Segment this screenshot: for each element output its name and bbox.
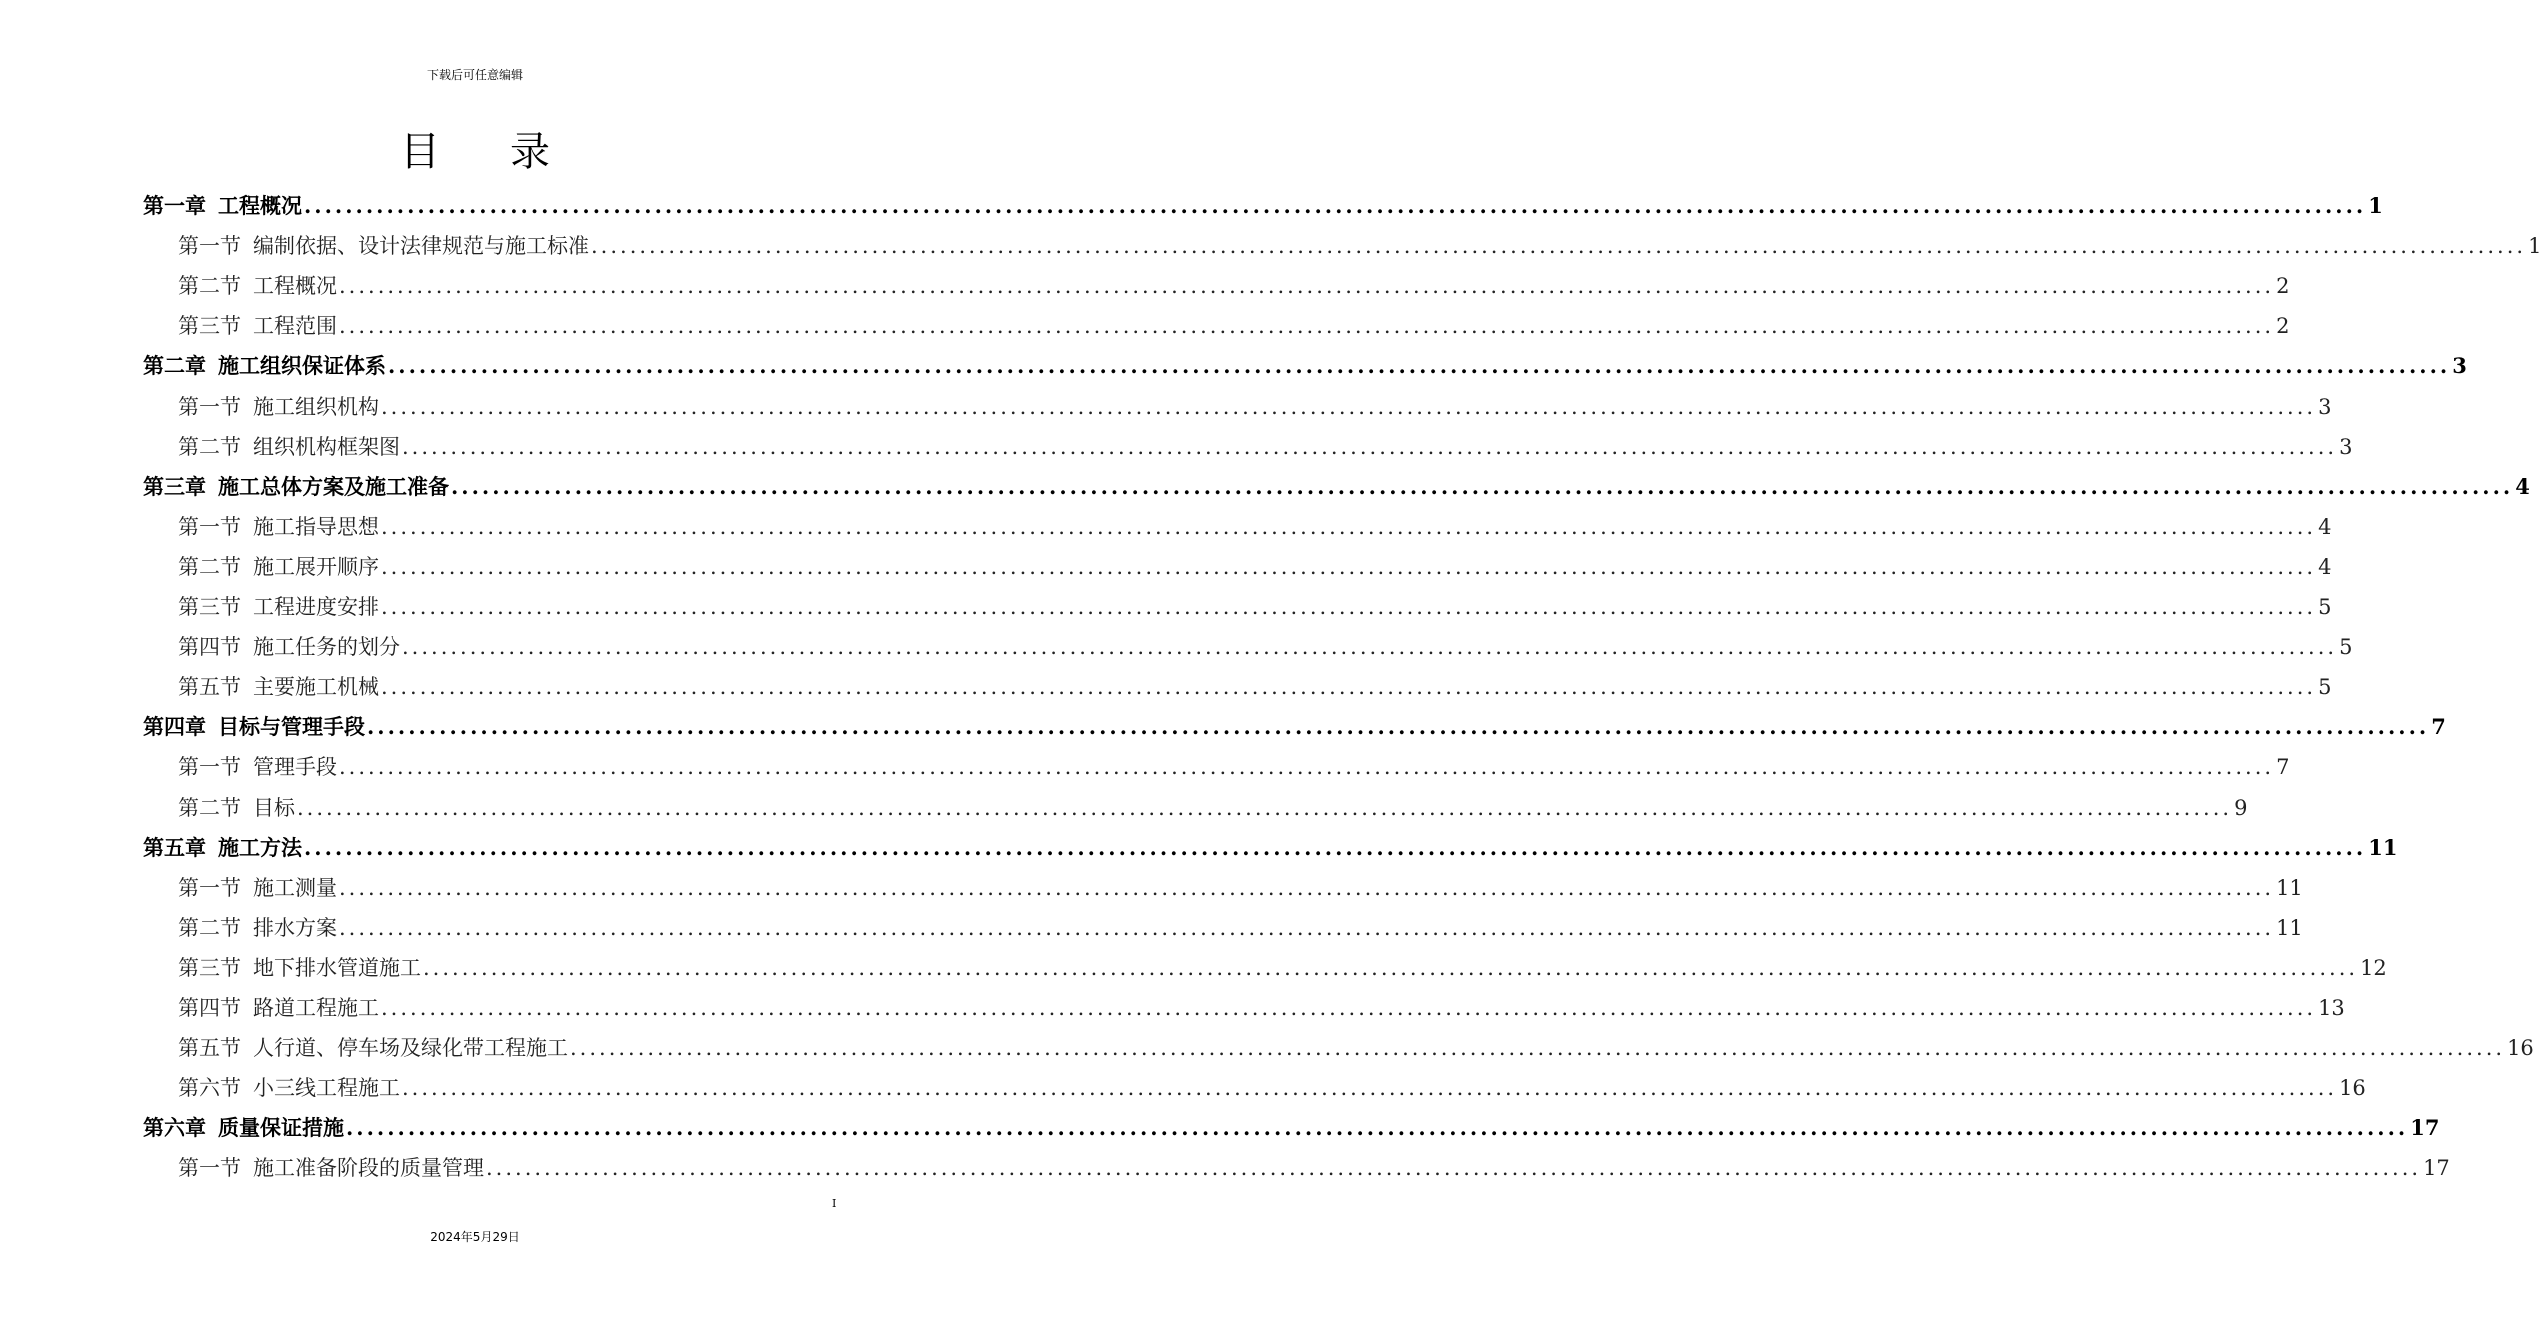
entry-number: 第五节 — [178, 675, 241, 699]
entry-number: 第一章 — [143, 194, 206, 218]
entry-page-number: 2 — [2276, 314, 2290, 338]
entry-number: 第四章 — [143, 715, 206, 739]
entry-page-number: 17 — [2410, 1115, 2440, 1140]
dot-leader: ........................................................................................................................................................................................................ — [402, 435, 2338, 459]
entry-title: 工程范围 — [253, 314, 337, 338]
entry-number: 第六节 — [178, 1076, 241, 1100]
dot-leader: ........................................................................................................................................................................................................ — [402, 635, 2338, 659]
entry-number: 第二节 — [178, 555, 241, 579]
entry-number: 第一节 — [178, 515, 241, 539]
entry-title: 施工总体方案及施工准备 — [218, 475, 449, 499]
toc-section-entry[interactable] — [178, 952, 2387, 986]
toc-title: 目录 — [400, 129, 620, 175]
entry-number: 第四节 — [178, 996, 241, 1020]
toc-section-entry[interactable] — [178, 431, 2353, 465]
entry-number: 第二节 — [178, 435, 241, 459]
entry-page-number: 4 — [2318, 515, 2332, 539]
dot-leader: ........................................................................................................................................................................................................ — [381, 675, 2317, 699]
entry-title: 施工展开顺序 — [253, 555, 379, 579]
entry-number: 第二节 — [178, 796, 241, 820]
dot-leader: ........................................................................................................................................................................................................ — [297, 796, 2233, 820]
entry-title: 小三线工程施工 — [253, 1076, 400, 1100]
toc-chapter-entry[interactable] — [143, 1112, 2440, 1146]
dot-leader: ........................................................................................................................................................................................................ — [381, 515, 2317, 539]
toc-section-entry[interactable] — [178, 992, 2345, 1026]
entry-number: 第一节 — [178, 234, 241, 258]
entry-title: 施工方法 — [218, 836, 302, 860]
entry-title: 施工测量 — [253, 876, 337, 900]
entry-number: 第二节 — [178, 274, 241, 298]
entry-title: 施工组织保证体系 — [218, 354, 386, 378]
dot-leader: ........................................................................................................................................................................................................ — [304, 835, 2367, 860]
toc-chapter-entry[interactable] — [143, 350, 2467, 384]
dot-leader: ........................................................................................................................................................................................................ — [339, 876, 2275, 900]
dot-leader: ........................................................................................................................................................................................................ — [381, 595, 2317, 619]
dot-leader: ........................................................................................................................................................................................................ — [381, 395, 2317, 419]
dot-leader: ........................................................................................................................................................................................................ — [367, 714, 2430, 739]
entry-page-number: 1 — [2368, 193, 2383, 218]
entry-number: 第五章 — [143, 836, 206, 860]
entry-title: 地下排水管道施工 — [253, 956, 421, 980]
entry-page-number: 7 — [2276, 755, 2290, 779]
entry-number: 第二节 — [178, 916, 241, 940]
entry-page-number: 2 — [2276, 274, 2290, 298]
dot-leader: ........................................................................................................................................................................................................ — [304, 193, 2367, 218]
toc-section-entry[interactable] — [178, 270, 2290, 304]
entry-page-number: 11 — [2276, 876, 2303, 900]
toc-section-entry[interactable] — [178, 631, 2353, 665]
toc-section-entry[interactable] — [178, 310, 2290, 344]
entry-page-number: 7 — [2431, 714, 2446, 739]
toc-section-entry[interactable] — [178, 671, 2332, 705]
entry-title: 工程进度安排 — [253, 595, 379, 619]
toc-chapter-entry[interactable] — [143, 471, 2530, 505]
entry-page-number: 12 — [2360, 956, 2387, 980]
dot-leader: ........................................................................................................................................................................................................ — [381, 996, 2317, 1020]
toc-section-entry[interactable] — [178, 1032, 2534, 1066]
dot-leader: ........................................................................................................................................................................................................ — [339, 916, 2275, 940]
entry-page-number: 3 — [2339, 435, 2353, 459]
toc-section-entry[interactable] — [178, 511, 2332, 545]
entry-page-number: 16 — [2339, 1076, 2366, 1100]
entry-page-number: 4 — [2515, 474, 2530, 499]
dot-leader: ........................................................................................................................................................................................................ — [486, 1156, 2422, 1180]
toc-section-entry[interactable] — [178, 872, 2303, 906]
page-number: I — [832, 1197, 837, 1210]
toc-chapter-entry[interactable] — [143, 832, 2398, 866]
entry-number: 第二章 — [143, 354, 206, 378]
entry-page-number: 16 — [2507, 1036, 2534, 1060]
dot-leader: ........................................................................................................................................................................................................ — [381, 555, 2317, 579]
entry-page-number: 11 — [2276, 916, 2303, 940]
entry-page-number: 5 — [2318, 675, 2332, 699]
entry-number: 第四节 — [178, 635, 241, 659]
entry-title: 编制依据、设计法律规范与施工标准 — [253, 234, 589, 258]
toc-chapter-entry[interactable] — [143, 190, 2383, 224]
entry-title: 施工任务的划分 — [253, 635, 400, 659]
entry-title: 施工组织机构 — [253, 395, 379, 419]
entry-number: 第一节 — [178, 1156, 241, 1180]
toc-section-entry[interactable] — [178, 751, 2290, 785]
toc-section-entry[interactable] — [178, 391, 2332, 425]
entry-number: 第一节 — [178, 876, 241, 900]
dot-leader: ........................................................................................................................................................................................................ — [451, 474, 2514, 499]
entry-title: 施工指导思想 — [253, 515, 379, 539]
entry-number: 第五节 — [178, 1036, 241, 1060]
entry-title: 管理手段 — [253, 755, 337, 779]
entry-number: 第三节 — [178, 595, 241, 619]
dot-leader: ........................................................................................................................................................................................................ — [346, 1115, 2409, 1140]
dot-leader: ........................................................................................................................................................................................................ — [402, 1076, 2338, 1100]
entry-page-number: 17 — [2423, 1156, 2450, 1180]
entry-page-number: 4 — [2318, 555, 2332, 579]
dot-leader: ........................................................................................................................................................................................................ — [423, 956, 2359, 980]
toc-section-entry[interactable] — [178, 912, 2303, 946]
toc-chapter-entry[interactable] — [143, 711, 2446, 745]
entry-number: 第一节 — [178, 755, 241, 779]
entry-title: 主要施工机械 — [253, 675, 379, 699]
entry-page-number: 13 — [2318, 996, 2345, 1020]
entry-number: 第三章 — [143, 475, 206, 499]
dot-leader: ........................................................................................................................................................................................................ — [570, 1036, 2506, 1060]
entry-page-number: 9 — [2234, 796, 2248, 820]
header-note: 下载后可任意编辑 — [426, 68, 523, 82]
entry-title: 目标 — [253, 796, 295, 820]
entry-title: 路道工程施工 — [253, 996, 379, 1020]
dot-leader: ........................................................................................................................................................................................................ — [388, 353, 2451, 378]
entry-title: 施工准备阶段的质量管理 — [253, 1156, 484, 1180]
entry-title: 工程概况 — [253, 274, 337, 298]
entry-title: 工程概况 — [218, 194, 302, 218]
toc-section-entry[interactable] — [178, 591, 2332, 625]
toc-section-entry[interactable] — [178, 792, 2248, 826]
entry-number: 第三节 — [178, 314, 241, 338]
toc-section-entry[interactable] — [178, 1152, 2450, 1186]
entry-title: 质量保证措施 — [218, 1116, 344, 1140]
toc-section-entry[interactable] — [178, 230, 2541, 264]
entry-page-number: 3 — [2318, 395, 2332, 419]
entry-page-number: 11 — [2368, 835, 2398, 860]
dot-leader: ........................................................................................................................................................................................................ — [339, 274, 2275, 298]
toc-section-entry[interactable] — [178, 551, 2332, 585]
entry-page-number: 5 — [2339, 635, 2353, 659]
dot-leader: ........................................................................................................................................................................................................ — [339, 314, 2275, 338]
entry-title: 目标与管理手段 — [218, 715, 365, 739]
footer-date: 2024年5月29日 — [430, 1230, 520, 1244]
entry-number: 第六章 — [143, 1116, 206, 1140]
entry-number: 第三节 — [178, 956, 241, 980]
entry-number: 第一节 — [178, 395, 241, 419]
entry-page-number: 5 — [2318, 595, 2332, 619]
dot-leader: ........................................................................................................................................................................................................ — [339, 755, 2275, 779]
entry-page-number: 3 — [2452, 353, 2467, 378]
entry-title: 组织机构框架图 — [253, 435, 400, 459]
toc-section-entry[interactable] — [178, 1072, 2366, 1106]
entry-title: 人行道、停车场及绿化带工程施工 — [253, 1036, 568, 1060]
entry-page-number: 1 — [2528, 234, 2541, 258]
entry-title: 排水方案 — [253, 916, 337, 940]
dot-leader: ........................................................................................................................................................................................................ — [591, 234, 2527, 258]
